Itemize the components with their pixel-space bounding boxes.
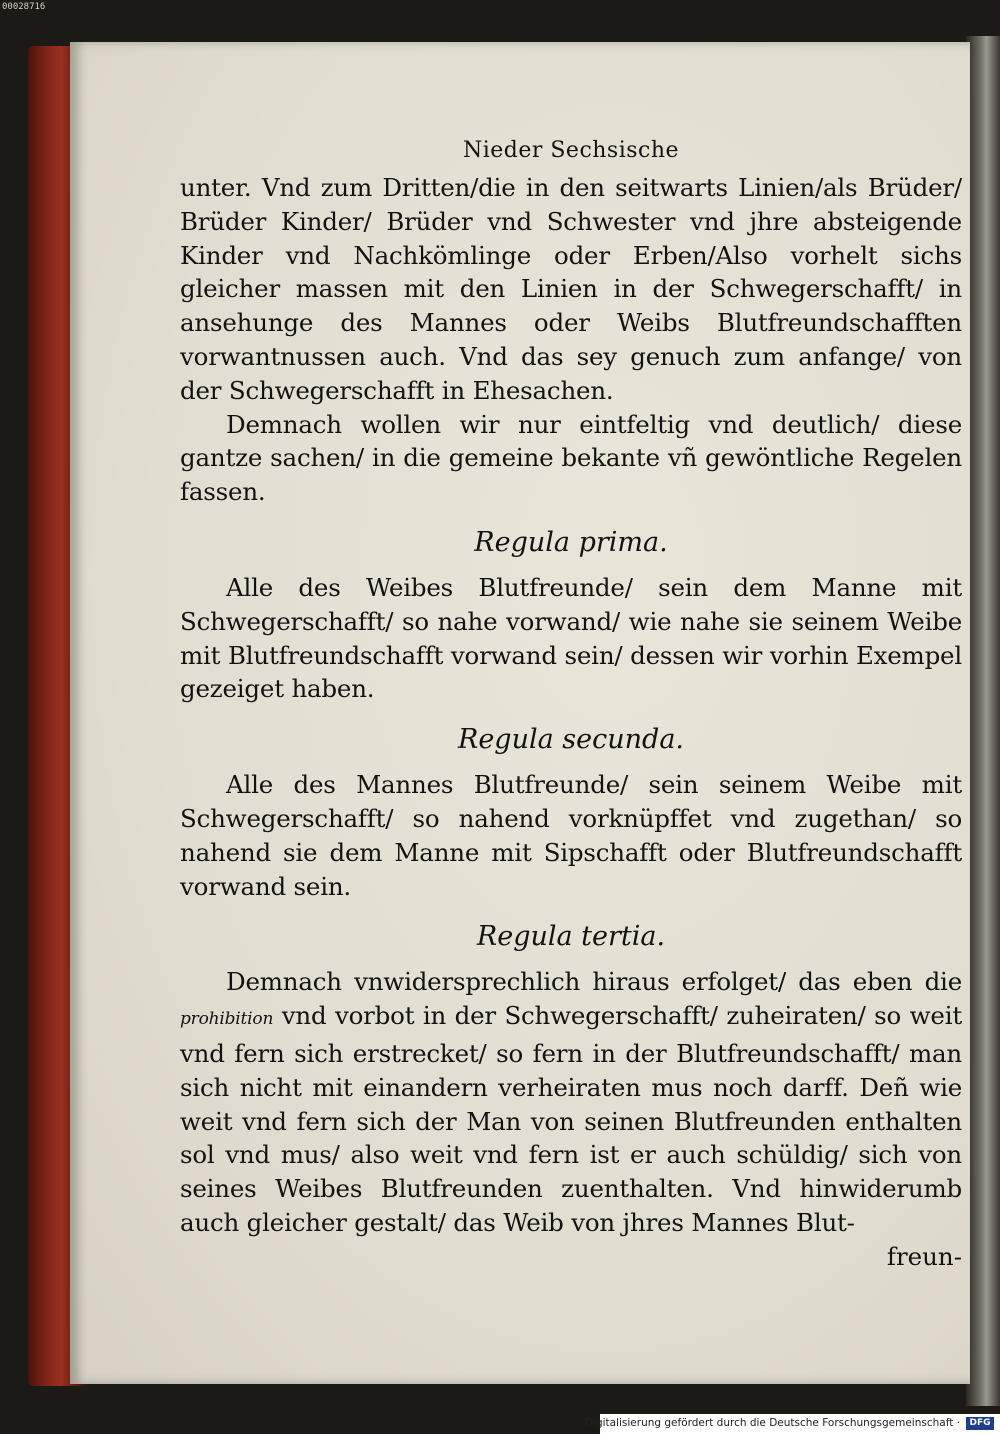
scan-id-label: 00028716	[2, 2, 46, 12]
catchword: freun-	[886, 1241, 962, 1271]
footer-funding-text: Digitalisierung gefördert durch die Deutsche Forschungsgemeinschaft ·	[584, 1417, 960, 1429]
page-text-block	[180, 138, 962, 1274]
rule-heading-secunda: Regula secunda.	[458, 724, 684, 756]
rule-text-tertia-latin-word: prohibition	[180, 1009, 274, 1030]
rule-text-secunda: Alle des Mannes Blutfreunde/ sein seinem Weibe mit Schwegerschafft/ so nahend vorknüpffet vnd zugethan/ so nahend sie dem Manne mit Sipschafft oder Blutfreundschafft vorwand sein.	[180, 770, 962, 901]
dfg-logo-icon: DFG	[966, 1417, 994, 1430]
rule-text-tertia	[180, 965, 962, 1239]
rule-heading-prima: Regula prima.	[474, 526, 668, 558]
rule-text-tertia-rest: vnd vorbot in der Schwegerschafft/ zuheiraten/ so weit vnd fern sich erstrecket/ so fern in der Blutfreundschafft/ man sich nicht mit einandern verheiraten mus noch darff. Deñ wie weit vnd fern sich der Man von seinen Blutfreunden enthalten sol vnd mus/ also weit vnd fern ist er auch schüldig/ sich von seines Weibes Blutfreunden zuenthalten. Vnd hinwiderumb auch gleicher gestalt/ das Weib von jhres Mannes Blut-	[180, 1001, 962, 1237]
rule-text-prima: Alle des Weibes Blutfreunde/ sein dem Manne mit Schwegerschafft/ so nahe vorwand/ wie nahe sie seinem Weibe mit Blutfreundschafft vorwand sein/ dessen wir vorhin Exempel gezeiget haben.	[180, 572, 962, 704]
book-right-edge	[966, 36, 1000, 1406]
paragraph-demnach: Demnach wollen wir nur eintfeltig vnd deutlich/ diese gantze sachen/ in die gemeine bekante vñ gewöntliche Regelen fassen.	[180, 409, 962, 507]
running-head: Nieder Sechsische	[462, 138, 680, 163]
paragraph-intro: unter. Vnd zum Dritten/die in den seitwarts Linien/als Brüder/ Brüder Kinder/ Brüder vnd Schwester vnd jhre absteigende Kinder vnd Nachkömlinge oder Erben/Also vorhelt sichs gleicher massen mit den Linien in der Schwegerschafft/ in ansehunge des Mannes oder Weibs Blutfreundschafften vorwantnussen auch. Vnd das sey genuch zum anfange/ von der Schwegerschafft in Ehesachen.	[180, 173, 962, 405]
rule-text-tertia-start: Demnach vnwidersprechlich hiraus erfolget/ das eben die	[226, 967, 962, 997]
rule-heading-tertia: Regula tertia.	[476, 921, 666, 953]
footer-bar	[584, 1414, 1000, 1434]
